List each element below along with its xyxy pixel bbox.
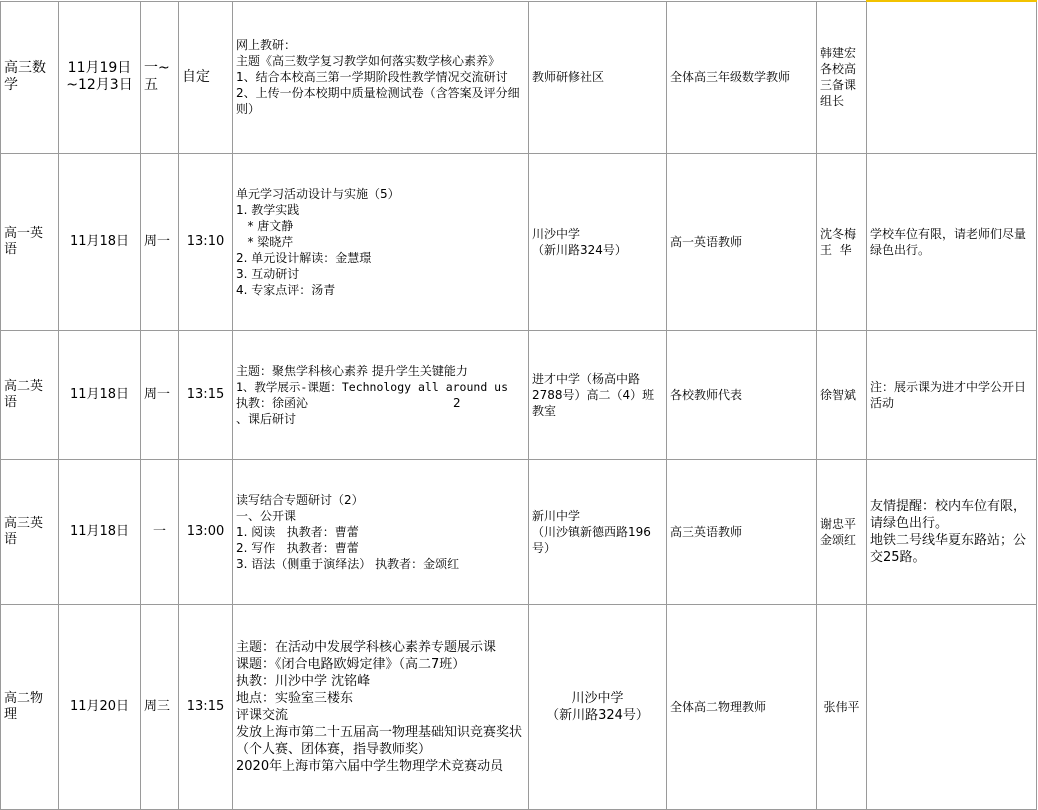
content-line: 1、教学展示-课题：Technology all around us xyxy=(236,379,509,394)
table-row xyxy=(1,153,1037,330)
location-cell: 进才中学（杨高中路2788号）高二（4）班教室 xyxy=(529,330,667,459)
time-cell: 13:15 xyxy=(179,604,233,809)
weekday-cell: 周一 xyxy=(141,153,179,330)
table-row xyxy=(1,1,1037,153)
content-line: 1、结合本校高三第一学期阶段性教学情况交流研讨 xyxy=(236,70,508,84)
date-cell: 11月18日 xyxy=(59,153,141,330)
content-line: 3. 互动研讨 xyxy=(236,266,300,281)
content-line: 1. 教学实践 xyxy=(236,202,300,217)
note-cell: 学校车位有限，请老师们尽量绿色出行。 xyxy=(867,153,1037,330)
content-line: 、课后研讨 xyxy=(236,411,297,426)
participants-cell: 各校教师代表 xyxy=(667,330,817,459)
content-cell xyxy=(233,604,529,809)
table-row xyxy=(1,604,1037,809)
content-line: 单元学习活动设计与实施（5） xyxy=(236,186,400,201)
location-cell: 川沙中学 （新川路324号） xyxy=(529,153,667,330)
content-cell xyxy=(233,459,529,604)
subject-cell: 高三数学 xyxy=(1,1,59,153)
subject-cell: 高一英语 xyxy=(1,153,59,330)
location-cell: 新川中学 （川沙镇新德西路196号） xyxy=(529,459,667,604)
time-cell: 13:15 xyxy=(179,330,233,459)
content-cell xyxy=(233,153,529,330)
contact-cell: 张伟平 xyxy=(817,604,867,809)
time-cell: 13:10 xyxy=(179,153,233,330)
content-line: * 唐文静 xyxy=(236,218,294,233)
contact-cell: 沈冬梅 王 华 xyxy=(817,153,867,330)
table-row xyxy=(1,330,1037,459)
content-line: 发放上海市第二十五届高一物理基础知识竞赛奖状（个人赛、团体赛，指导教师奖） xyxy=(236,724,523,757)
content-line: * 梁晓芹 xyxy=(236,234,294,249)
content-line: 一、公开课 xyxy=(236,508,297,523)
weekday-cell: 一 xyxy=(141,459,179,604)
content-line: 主题：在活动中发展学科核心素养专题展示课 xyxy=(236,639,497,655)
weekday-cell: 一~五 xyxy=(141,1,179,153)
content-line: 主题：聚焦学科核心素养 提升学生关键能力 xyxy=(236,363,468,378)
content-line: 课题：《闭合电路欧姆定律》（高二7班） xyxy=(236,656,466,672)
content-line: 地点：实验室三楼东 xyxy=(236,690,354,706)
time-cell: 自定 xyxy=(179,1,233,153)
weekday-cell: 周一 xyxy=(141,330,179,459)
location-cell: 川沙中学 （新川路324号） xyxy=(529,604,667,809)
date-cell: 11月20日 xyxy=(59,604,141,809)
content-cell xyxy=(233,1,529,153)
content-line: 执教：川沙中学 沈铭峰 xyxy=(236,673,371,689)
content-line: 读写结合专题研讨（2） xyxy=(236,492,364,507)
table-row xyxy=(1,459,1037,604)
content-line: 4. 专家点评：汤青 xyxy=(236,282,336,297)
content-cell xyxy=(233,330,529,459)
date-cell: 11月19日~12月3日 xyxy=(59,1,141,153)
time-cell: 13:00 xyxy=(179,459,233,604)
subject-cell: 高二物理 xyxy=(1,604,59,809)
content-line: 2020年上海市第六届中学生物理学术竞赛动员 xyxy=(236,758,504,774)
note-cell xyxy=(867,604,1037,809)
date-cell: 11月18日 xyxy=(59,330,141,459)
content-line: 网上教研： xyxy=(236,38,297,52)
content-line: 1. 阅读 执教者：曹蕾 xyxy=(236,524,359,539)
content-line: 评课交流 xyxy=(236,707,289,723)
contact-cell: 韩建宏各校高三备课组长 xyxy=(817,1,867,153)
participants-cell: 全体高二物理教师 xyxy=(667,604,817,809)
subject-cell: 高二英语 xyxy=(1,330,59,459)
content-line: 执教：徐函沁 2 xyxy=(236,395,461,410)
weekday-cell: 周三 xyxy=(141,604,179,809)
note-cell: 注：展示课为进才中学公开日活动 xyxy=(867,330,1037,459)
participants-cell: 高一英语教师 xyxy=(667,153,817,330)
contact-cell: 谢忠平 金颂红 xyxy=(817,459,867,604)
contact-cell: 徐智斌 xyxy=(817,330,867,459)
note-cell: 友情提醒：校内车位有限，请绿色出行。 地铁二号线华夏东路站；公交25路。 xyxy=(867,459,1037,604)
content-line: 3. 语法（侧重于演绎法） 执教者：金颂红 xyxy=(236,556,460,571)
note-cell xyxy=(867,1,1037,153)
content-line: 主题《高三数学复习教学如何落实数学核心素养》 xyxy=(236,54,501,68)
content-line: 2. 写作 执教者：曹蕾 xyxy=(236,540,359,555)
location-cell: 教师研修社区 xyxy=(529,1,667,153)
participants-cell: 高三英语教师 xyxy=(667,459,817,604)
content-line: 2. 单元设计解读：金慧璟 xyxy=(236,250,372,265)
content-line: 2、上传一份本校期中质量检测试卷（含答案及评分细则） xyxy=(236,86,520,116)
participants-cell: 全体高三年级数学教师 xyxy=(667,1,817,153)
date-cell: 11月18日 xyxy=(59,459,141,604)
subject-cell: 高三英语 xyxy=(1,459,59,604)
